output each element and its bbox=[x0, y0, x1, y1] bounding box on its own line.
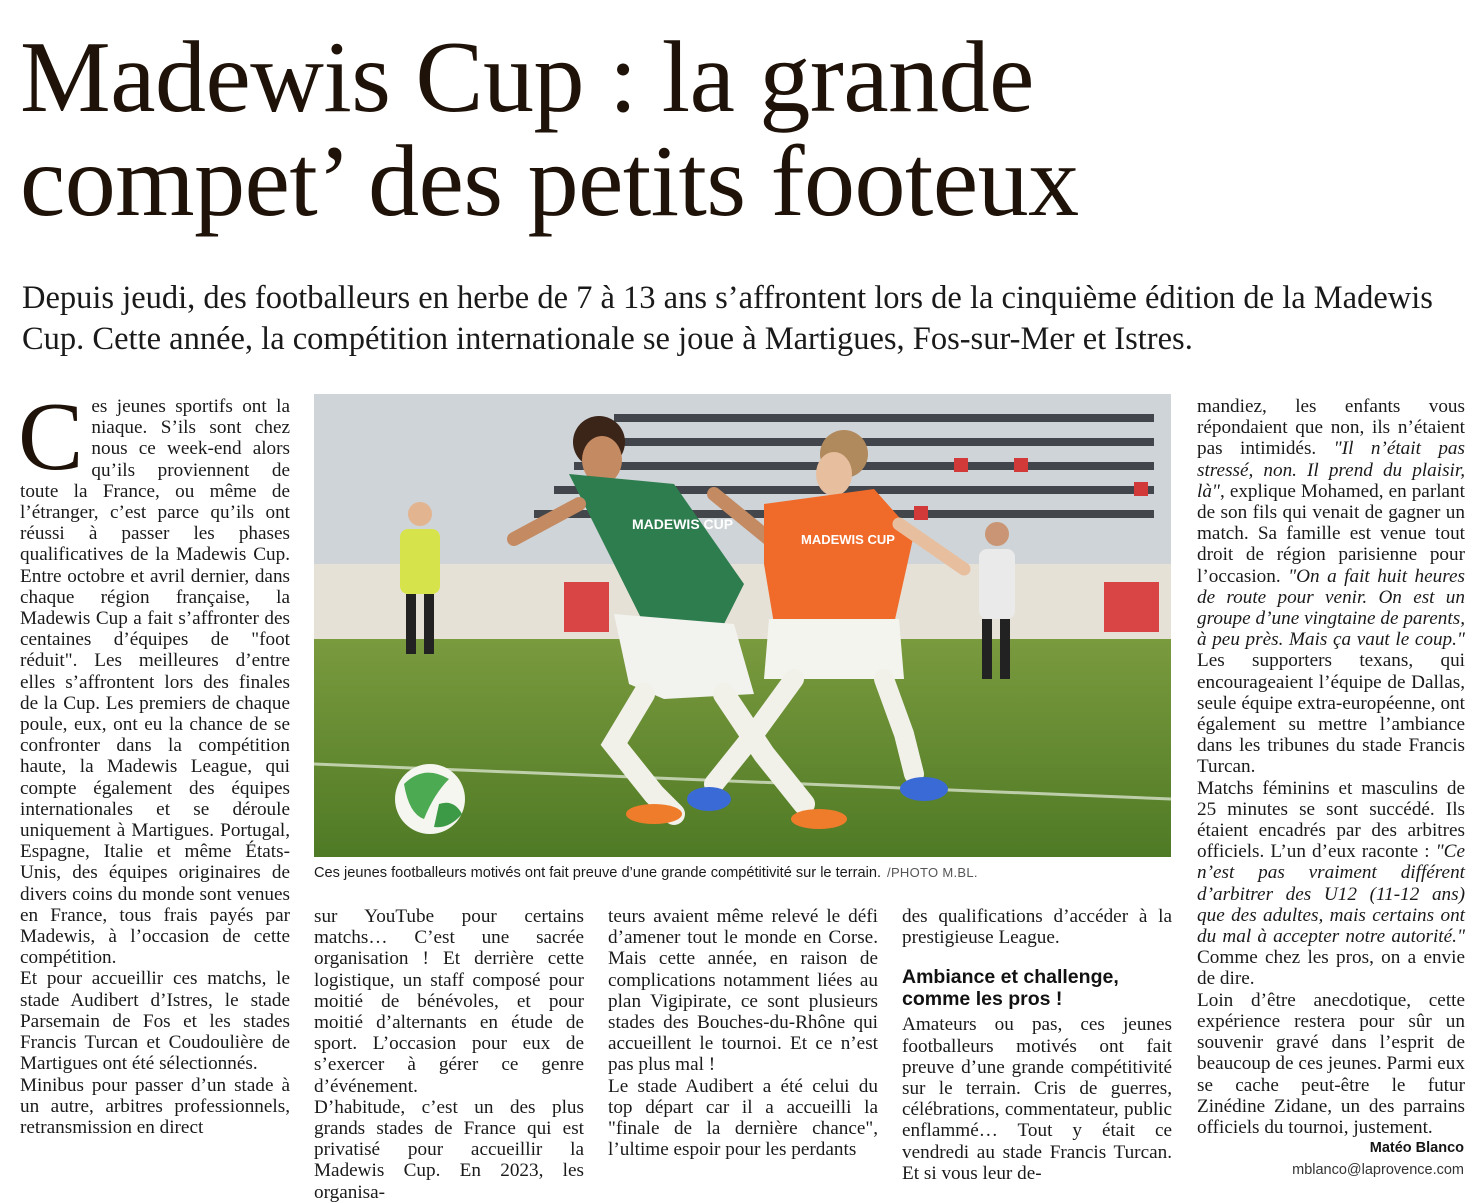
article-column-3 bbox=[608, 906, 878, 1182]
headline bbox=[20, 21, 1460, 238]
article-column-1 bbox=[18, 383, 290, 1186]
article-paragraph: Le stade Audibert a été celui du top départ car il a accueilli la "finale de la dernière chance", l’ultime espoir pour les perdants bbox=[608, 1075, 878, 1161]
standfirst: Depuis jeudi, des footballeurs en herbe de 7 à 13 ans s’affrontent lors de la cinquième édition de la Madewis Cup. Cette année, la compétition internationale se joue à Martigues, Fos-sur-Mer et Istres. bbox=[22, 280, 1433, 357]
quote: "Ce n’est pas vraiment différent d’arbitrer des U12 (11-12 ans) que des adultes, mais certains ont du mal à accepter notre autorité." bbox=[1197, 841, 1465, 948]
perimeter-fence bbox=[314, 564, 1171, 644]
author-name: Matéo Blanco bbox=[1369, 1140, 1464, 1156]
article-paragraph: des qualifications d’accéder à la prestigieuse League. bbox=[902, 906, 1172, 949]
football bbox=[395, 764, 465, 834]
article-photo bbox=[314, 394, 1171, 857]
photo-credit: /PHOTO M.BL. bbox=[887, 865, 978, 880]
article-paragraph: Matchs féminins et masculins de 25 minutes se sont succédé. Ils étaient encadrés par des arbitres officiels. L’un d’eux raconte : "Ce n’est pas vraiment différent d’arbitrer des U12 (11-12 ans) que des adultes, mais certains ont du mal à accepter notre autorité." Comme chez les pros, on a envie de dire. bbox=[1197, 777, 1465, 990]
section-subheading: Ambiance et challenge, comme les pros ! bbox=[902, 966, 1119, 1011]
caption-text: Ces jeunes footballeurs motivés ont fait preuve d’une grande compétitivité sur le terrain. bbox=[314, 865, 882, 881]
quote: "On a fait huit heures de route pour venir. On est un groupe d’une vingtaine de parents, à peu près. Mais ça vaut le coup." bbox=[1197, 565, 1465, 651]
article-column-4 bbox=[902, 906, 1172, 1182]
article-paragraph: Minibus pour passer d’un stade à un autre, arbitres professionnels, retransmission en direct bbox=[20, 1074, 290, 1138]
article-paragraph: Loin d’être anecdotique, cette expérience restera pour sûr un souvenir gravé dans l’esprit de beaucoup de ces jeunes. Parmi eux se cache peut-être le futur Zinédine Zidane, un des parrains officiels du tournoi, justement. bbox=[1197, 989, 1465, 1138]
article-paragraph: D’habitude, c’est un des plus grands stades de France qui est privatisé pour accueillir la Madewis Cup. En 2023, les organisa- bbox=[314, 1096, 584, 1203]
article-paragraph: sur YouTube pour certains matchs… C’est une sacrée organisation ! Et derrière cette logistique, un staff composé pour moitié de bénévoles, et pour moitié d’alternants en étude de sport. L’occasion pour eux de s’exercer à gérer ce genre d’événement. bbox=[314, 906, 584, 1097]
article-paragraph: Amateurs ou pas, ces jeunes footballeurs motivés ont fait preuve d’une grande compétitivité sur le terrain. Cris de guerres, célébrations, commentateur, public enflammé… Tout y était ce vendredi au stade Francis Turcan. Et si vous leur de- bbox=[902, 1014, 1172, 1184]
quote: "Il n’était pas stressé, non. Il prend du plaisir, là" bbox=[1197, 438, 1465, 502]
article-column-2 bbox=[314, 906, 584, 1203]
shirt-text-green: MADEWIS CUP bbox=[632, 516, 734, 532]
photo-caption bbox=[314, 865, 1171, 881]
drop-cap: C bbox=[18, 383, 84, 491]
article-column-5 bbox=[1197, 396, 1465, 1138]
shirt-text-orange: MADEWIS CUP bbox=[801, 532, 895, 547]
article-paragraph: Et pour accueillir ces matchs, le stade Audibert d’Istres, le stade Parsemain de Fos et les stades Francis Turcan et Coudoulière de Martigues ont été sélectionnés. bbox=[20, 968, 290, 1075]
article-paragraph: Ces jeunes sportifs ont la niaque. S’ils sont chez nous ce week-end alors qu’ils proviennent de toute la France, ou même de l’étranger, c’est parce qu’ils ont réussi à passer les phases qualificatives de la Madewis Cup. Entre octobre et avril dernier, dans chaque région française, la Madewis Cup a fait s’affronter des centaines d’équipes de "foot réduit". Les meilleures d’entre elles s’affrontent lors des finales de la Cup. Les premiers de chaque poule, eux, ont eu la chance de se confronter dans la compétition haute, la Madewis League, qui compte également des équipes internationales et se déroule uniquement à Martigues. Portugal, Espagne, Italie et même États-Unis, des équipes originaires de divers coins du monde sont venues en France, tous frais payés par Madewis, à l’occasion de cette compétition. bbox=[18, 383, 290, 969]
headline-line-2: compet’ des petits footeux bbox=[20, 125, 1079, 238]
author-email[interactable]: mblanco@laprovence.com bbox=[1292, 1162, 1464, 1178]
article-paragraph: teurs avaient même relevé le défi d’amener tout le monde en Corse. Mais cette année, en raison de complications notamment liées au plan Vigipirate, ce sont plusieurs stades des Bouches-du-Rhône qui accueillent le tournoi. Et ce n’est pas plus mal ! bbox=[608, 906, 878, 1076]
article-paragraph: mandiez, les enfants vous répondaient que non, ils n’étaient pas intimidés. "Il n’était pas stressé, non. Il prend du plaisir, là", explique Mohamed, en parlant de son fils qui venait de gagner un match. Sa famille est venue tout droit de région parisienne pour l’occasion. "On a fait huit heures de route pour venir. On est un groupe d’une vingtaine de parents, à peu près. Mais ça vaut le coup." Les supporters texans, qui encourageaient l’équipe de Dallas, seule équipe extra-européenne, ont également su mettre l’ambiance dans les tribunes du stade Francis Turcan. bbox=[1197, 396, 1465, 778]
headline-line-1: Madewis Cup : la grande bbox=[20, 21, 1034, 134]
football-match-photo bbox=[314, 394, 1171, 857]
